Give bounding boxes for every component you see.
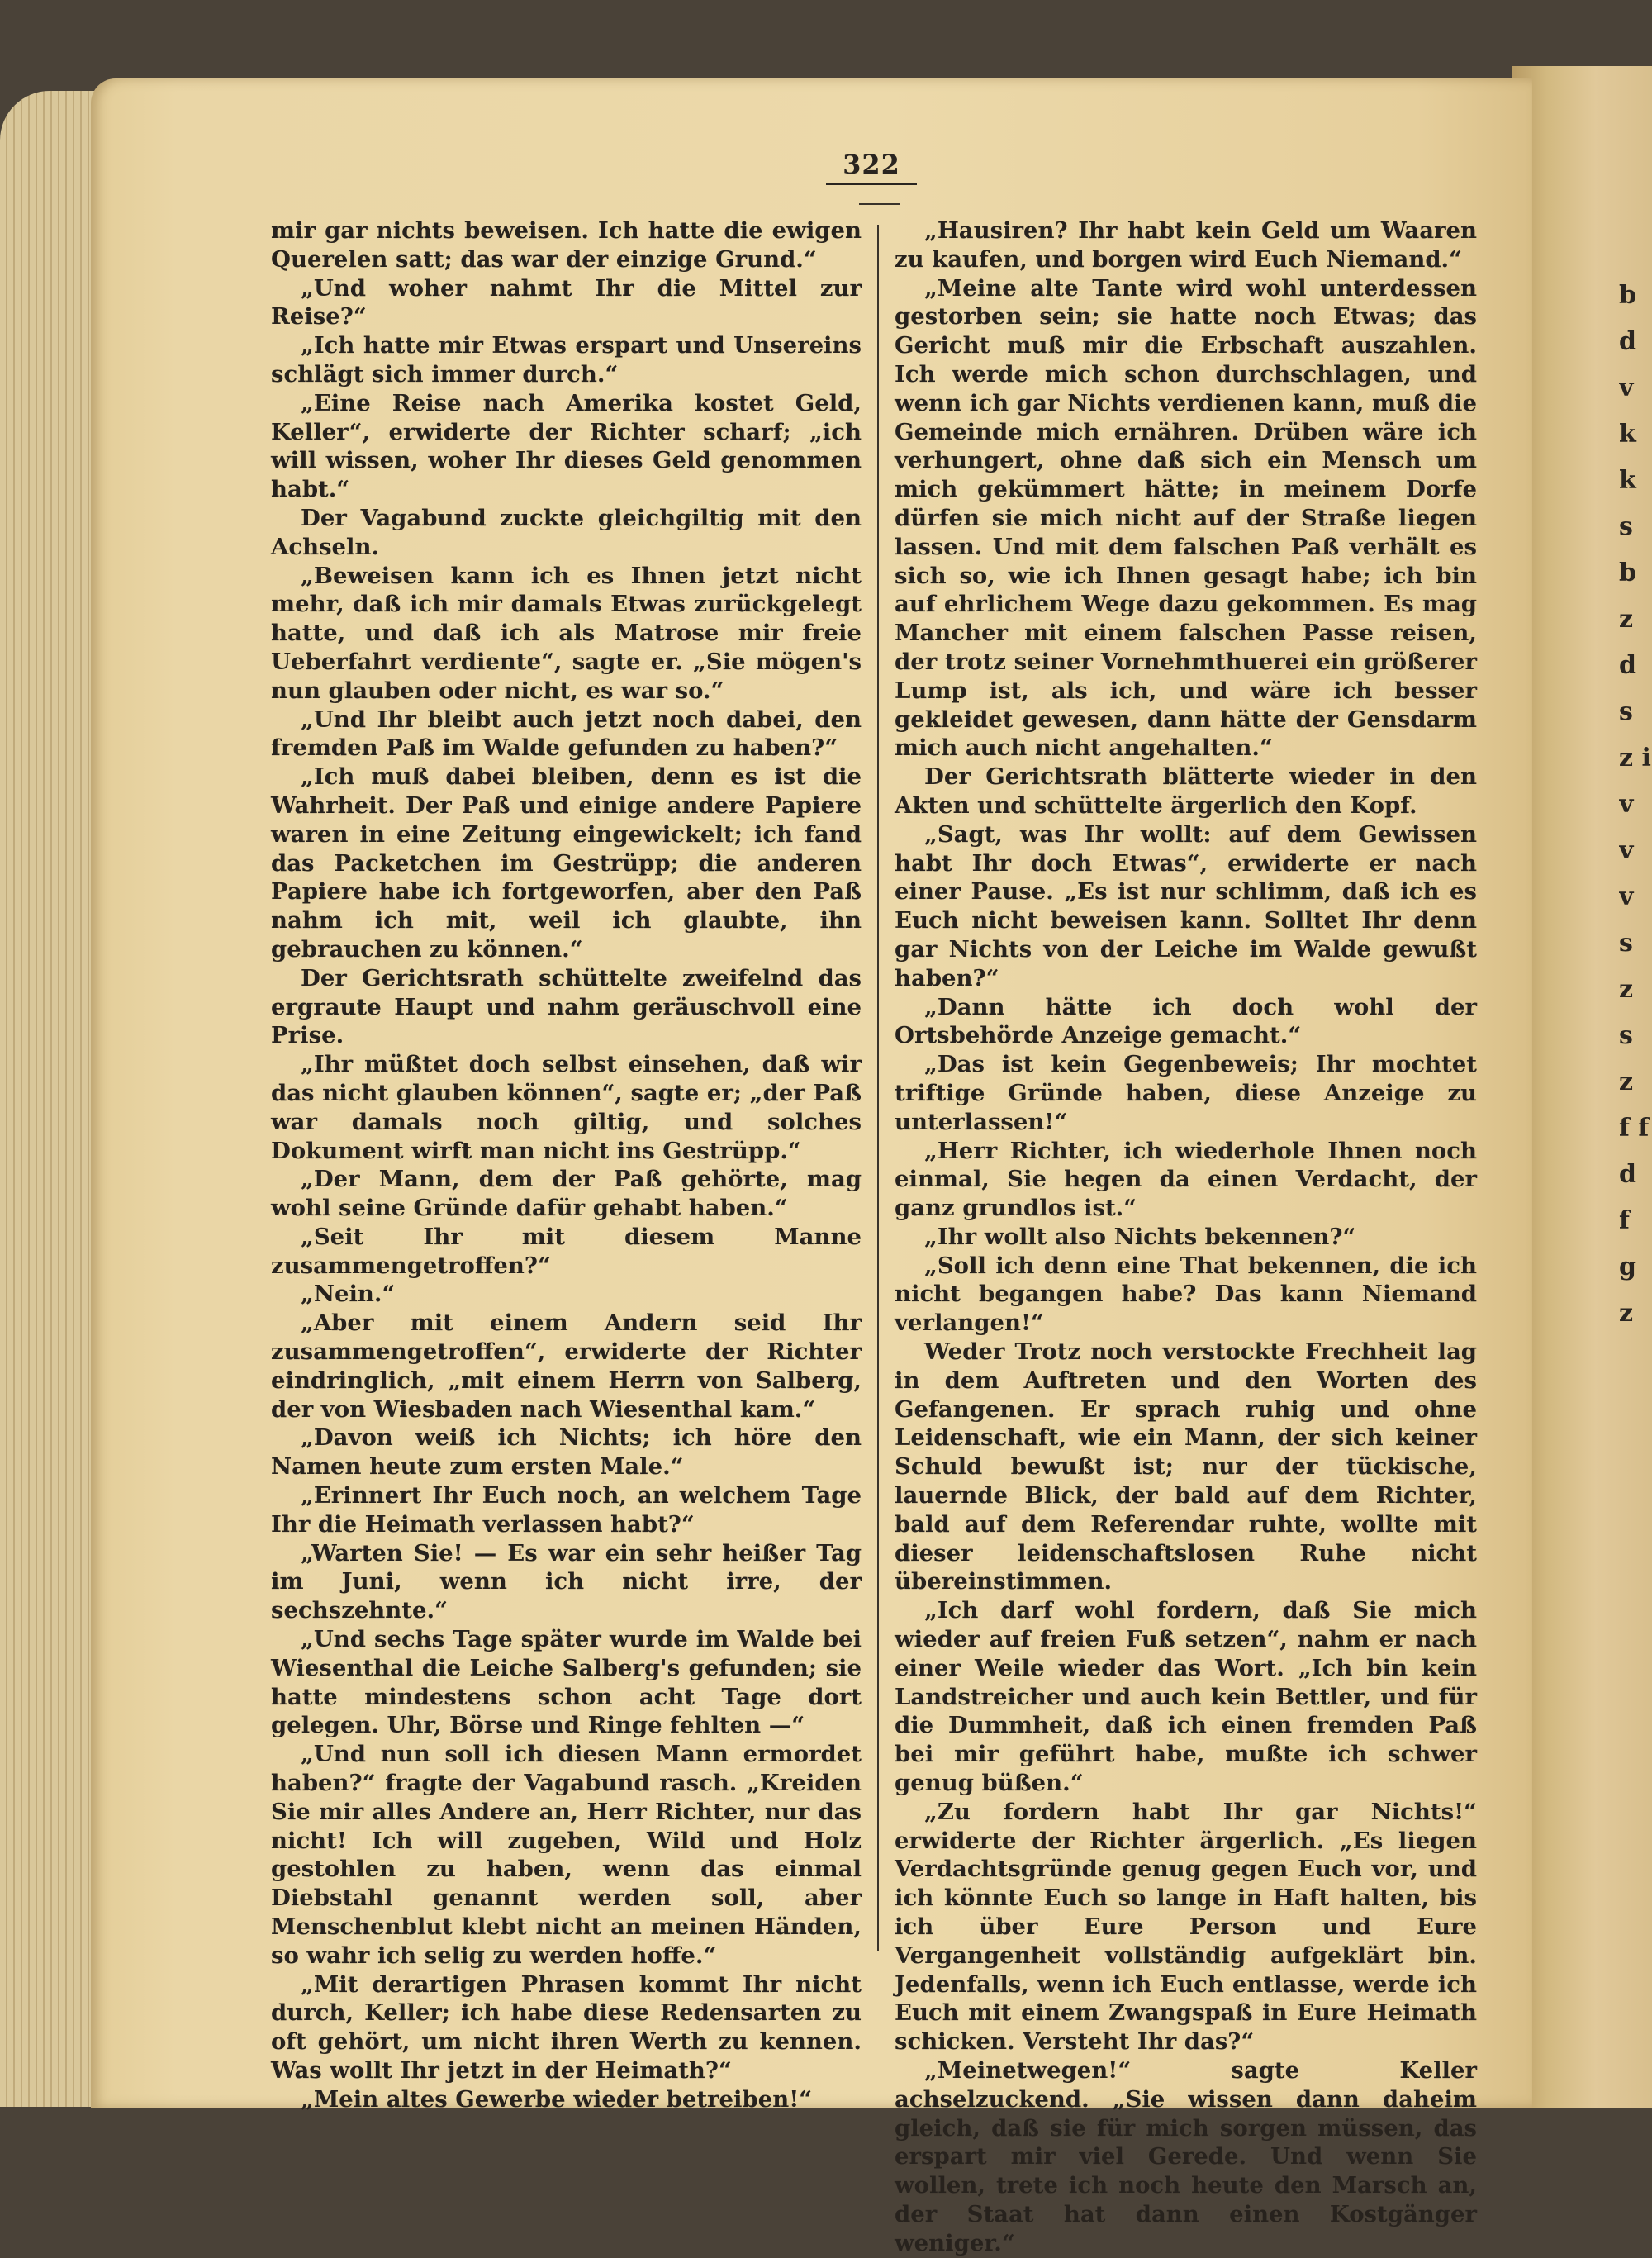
page-number: 322 [826,149,917,185]
next-page-edge-text: b d v k k s b z d s z i v v v s z s z f f d f g z [1619,281,1651,1328]
paragraph: „Hausiren? Ihr habt kein Geld um Waaren zu kaufen, und borgen wird Euch Niemand.“ [895,217,1477,273]
paragraph: „Ihr wollt also Nichts bekennen?“ [924,1223,1356,1250]
paragraph: „Beweisen kann ich es Ihnen jetzt nicht mehr, daß ich mir damals Etwas zurückgelegt hatte, und daß ich als Matrose mir freie Ueberfahrt verdiente“, sagte er. „Sie mögen's nun glauben oder nicht, es war so.“ [271,562,862,704]
paragraph: „Ich darf wohl fordern, daß Sie mich wieder auf freien Fuß setzen“, nahm er nach einer Weile wieder das Wort. „Ich bin kein Landstreicher und auch kein Bettler, und für die Dummheit, daß ich einen fremden Paß bei mir geführt habe, mußte ich schwer genug büßen.“ [895,1597,1477,1797]
paragraph: Der Gerichtsrath blätterte wieder in den Akten und schüttelte ärgerlich den Kopf. [895,763,1477,819]
paragraph: „Sagt, was Ihr wollt: auf dem Gewissen habt Ihr doch Etwas“, erwiderte er nach einer Pause. „Es ist nur schlimm, daß ich es Euch nicht beweisen kann. Solltet Ihr denn gar Nichts von der Leiche im Walde gewußt haben?“ [895,820,1477,991]
paragraph: Der Vagabund zuckte gleichgiltig mit den Achseln. [271,504,862,560]
paragraph: „Zu fordern habt Ihr gar Nichts!“ erwiderte der Richter ärgerlich. „Es liegen Verdachtsgründe genug gegen Euch vor, und ich könnte Euch so lange in Haft halten, bis ich über Eure Person und Eure Vergangenheit vollständig aufgeklärt bin. Jedenfalls, wenn ich Euch entlasse, werde ich Euch mit einem Zwangspaß in Eure Heimath schicken. Versteht Ihr das?“ [895,1798,1477,2056]
paragraph: „Davon weiß ich Nichts; ich höre den Namen heute zum ersten Male.“ [271,1424,862,1481]
paragraph: „Dann hätte ich doch wohl der Ortsbehörde Anzeige gemacht.“ [895,993,1477,1049]
paragraph: „Herr Richter, ich wiederhole Ihnen noch einmal, Sie hegen da einen Verdacht, der ganz grundlos ist.“ [895,1137,1477,1222]
paragraph: „Und woher nahmt Ihr die Mittel zur Reise?“ [271,274,862,330]
paragraph: „Meinetwegen!“ sagte Keller achselzuckend. „Sie wissen dann daheim gleich, daß sie für mich sorgen müssen, das erspart mir viel Gerede. Und wenn Sie wollen, trete ich noch heute den Marsch an, der Staat hat dann einen Kostgänger weniger.“ [895,2057,1477,2256]
paragraph: Der Gerichtsrath schüttelte zweifelnd das ergraute Haupt und nahm geräuschvoll eine Prise. [271,964,862,1049]
paragraph: „Und sechs Tage später wurde im Walde bei Wiesenthal die Leiche Salberg's gefunden; sie hatte mindestens schon acht Tage dort gelegen. Uhr, Börse und Ringe fehlten —“ [271,1626,862,1739]
paragraph: „Aber mit einem Andern seid Ihr zusammengetroffen“, erwiderte der Richter eindringlich, „mit einem Herrn von Salberg, der von Wiesbaden nach Wiesenthal kam.“ [271,1310,862,1423]
paragraph: „Ich muß dabei bleiben, denn es ist die Wahrheit. Der Paß und einige andere Papiere waren in eine Zeitung eingewickelt; ich fand das Packetchen im Gestrüpp; die anderen Papiere habe ich fortgeworfen, aber den Paß nahm ich mit, weil ich glaubte, ihn gebrauchen zu können.“ [271,763,862,963]
paragraph: „Das ist kein Gegenbeweis; Ihr mochtet triftige Gründe haben, diese Anzeige zu unterlassen!“ [895,1051,1477,1135]
paragraph: „Ich hatte mir Etwas erspart und Unsereins schlägt sich immer durch.“ [271,332,862,387]
paragraph: „Und nun soll ich diesen Mann ermordet haben?“ fragte der Vagabund rasch. „Kreiden Sie mir alles Andere an, Herr Richter, nur das nicht! Ich will zugeben, Wild und Holz gestohlen zu haben, wenn das einmal Diebstahl genannt werden soll, aber Menschenblut klebt nicht an meinen Händen, so wahr ich selig zu werden hoffe.“ [271,1741,862,1969]
paragraph: „Soll ich denn eine That bekennen, die ich nicht begangen habe? Das kann Niemand verlangen!“ [895,1252,1477,1337]
left-text-column [271,216,862,2114]
paragraph: „Warten Sie! — Es war ein sehr heißer Tag im Juni, wenn ich nicht irre, der sechszehnte.“ [271,1539,862,1624]
paragraph: „Eine Reise nach Amerika kostet Geld, Keller“, erwiderte der Richter scharf; „ich will wissen, woher Ihr dieses Geld genommen habt.“ [271,389,862,503]
paragraph: „Ihr müßtet doch selbst einsehen, daß wir das nicht glauben können“, sagte er; „der Paß war damals noch giltig, und solches Dokument wirft man nicht ins Gestrüpp.“ [271,1051,862,1164]
right-text-column [895,216,1477,2258]
paragraph: „Mein altes Gewerbe wieder betreiben!“ [301,2085,813,2113]
paragraph: „Nein.“ [301,1281,396,1308]
column-rule-top [859,203,900,205]
paragraph: „Der Mann, dem der Paß gehörte, mag wohl seine Gründe dafür gehabt haben.“ [271,1166,862,1222]
paragraph: Weder Trotz noch verstockte Frechheit lag in dem Auftreten und den Worten des Gefangenen. Er sprach ruhig und ohne Leidenschaft, wie ein Mann, der sich keiner Schuld bewußt ist; nur der tückische, lauernde Blick, der bald auf dem Richter, bald auf dem Referendar ruhte, wollte mit dieser leidenschaftslosen Ruhe nicht übereinstimmen. [895,1338,1477,1595]
paragraph: „Mit derartigen Phrasen kommt Ihr nicht durch, Keller; ich habe diese Redensarten zu oft gehört, um nicht ihren Werth zu kennen. Was wollt Ihr jetzt in der Heimath?“ [271,1970,862,2084]
column-divider [877,225,879,1951]
paragraph: „Seit Ihr mit diesem Manne zusammengetroffen?“ [271,1223,862,1279]
paragraph: „Und Ihr bleibt auch jetzt noch dabei, den fremden Paß im Walde gefunden zu haben?“ [271,706,862,762]
paragraph: mir gar nichts beweisen. Ich hatte die ewigen Querelen satt; das war der einzige Grund.“ [271,217,862,273]
paragraph: „Erinnert Ihr Euch noch, an welchem Tage Ihr die Heimath verlassen habt?“ [271,1482,862,1538]
paragraph: „Meine alte Tante wird wohl unterdessen gestorben sein; sie hatte noch Etwas; das Gericht muß mir die Erbschaft auszahlen. Ich werde mich schon durchschlagen, und wenn ich gar Nichts verdienen kann, muß die Gemeinde mich ernähren. Drüben wäre ich verhungert, ohne daß sich ein Mensch um mich gekümmert hätte; in meinem Dorfe dürfen sie mich nicht auf der Straße liegen lassen. Und mit dem falschen Paß verhält es sich so, wie ich Ihnen gesagt habe; ich bin auf ehrlichem Wege dazu gekommen. Es mag Mancher mit einem falschen Passe reisen, der trotz seiner Vornehmthuerei ein größerer Lump ist, als ich, und wäre ich besser gekleidet gewesen, dann hätte der Gensdarm mich auch nicht angehalten.“ [895,274,1477,762]
